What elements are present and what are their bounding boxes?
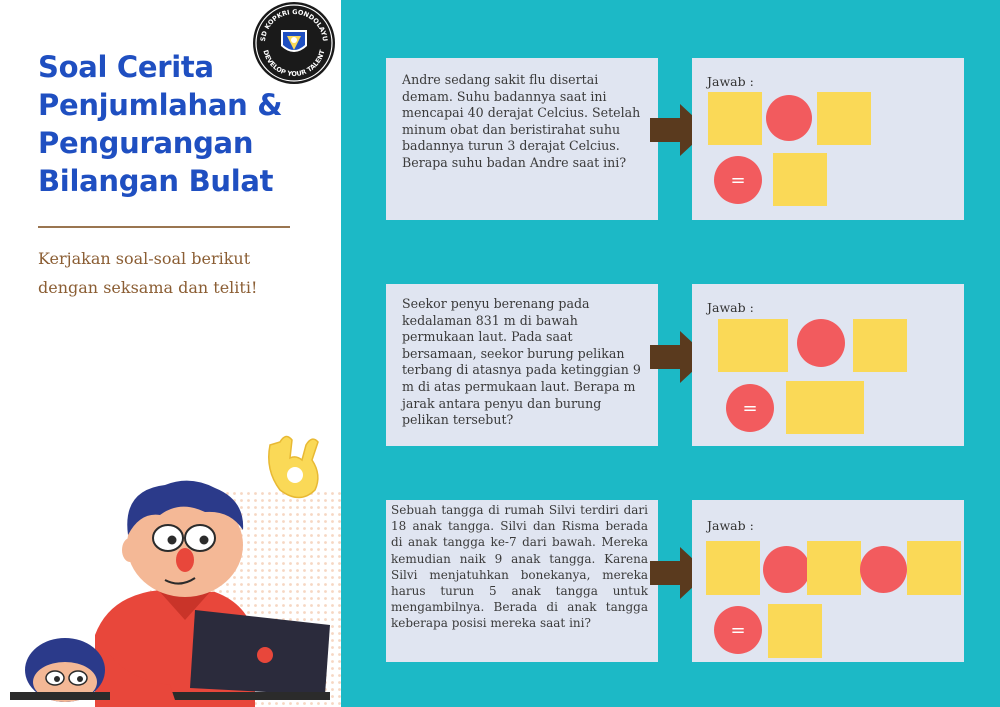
title-line-1: Soal Cerita: [38, 50, 214, 84]
answer-label: Jawab :: [707, 518, 754, 533]
answer-box[interactable]: [718, 319, 788, 372]
answer-label: Jawab :: [707, 300, 754, 315]
answer-label: Jawab :: [707, 74, 754, 89]
question-card-1: [386, 58, 658, 220]
question-text: Sebuah tangga di rumah Silvi terdiri dari 18 anak tangga. Silvi dan Risma berada di anak tangga ke-7 dari bawah. Mereka kemudian naik 9 anak tangga. Karena Silvi menjatuhkan bonekanya, mereka harus turun 5 anak tangga untuk mengambilnya. Berada di anak tangga keberapa posisi mereka saat ini?: [391, 503, 648, 631]
instruction-line-2: dengan seksama dan teliti!: [38, 278, 258, 297]
answer-box[interactable]: [706, 541, 760, 595]
left-panel: [0, 0, 341, 707]
school-logo-icon: [251, 0, 337, 86]
equals-circle: [714, 156, 762, 204]
equals-sign: =: [730, 619, 746, 641]
answer-box[interactable]: [807, 541, 861, 595]
answer-box[interactable]: [817, 92, 871, 145]
answer-box[interactable]: [853, 319, 907, 372]
ok-hand-icon: [269, 436, 318, 497]
equals-sign: =: [730, 169, 746, 191]
svg-text:SD KOPKRI GONDOLAYU: SD KOPKRI GONDOLAYU: [258, 7, 330, 42]
answer-box[interactable]: [907, 541, 961, 595]
title-line-4: Bilangan Bulat: [38, 164, 274, 198]
boy-laptop-illustration: [0, 420, 341, 707]
svg-text:DEVELOP YOUR TALENT: DEVELOP YOUR TALENT: [261, 49, 327, 79]
title-line-3: Pengurangan: [38, 126, 254, 160]
operator-circle[interactable]: [797, 319, 845, 367]
equals-circle: [714, 606, 762, 654]
question-text: Seekor penyu berenang pada kedalaman 831 m di bawah permukaan laut. Pada saat bersamaan, seekor burung pelikan terbang di atasnya pada ketinggian 9 m di atas permukaan laut. Berapa m jarak antara penyu dan burung pelikan tersebut?: [402, 296, 641, 428]
operator-circle[interactable]: [766, 95, 812, 141]
question-card-3: [386, 500, 658, 662]
operator-circle[interactable]: [763, 546, 810, 593]
result-box[interactable]: [786, 381, 864, 434]
title-line-2: Penjumlahan &: [38, 88, 283, 122]
question-text: Andre sedang sakit flu disertai demam. Suhu badannya saat ini mencapai 40 derajat Celcius. Setelah minum obat dan beristirahat suhu badannya turun 3 derajat Celcius. Berapa suhu badan Andre saat ini?: [402, 72, 641, 170]
answer-box[interactable]: [708, 92, 762, 145]
result-box[interactable]: [768, 604, 822, 658]
result-box[interactable]: [773, 153, 827, 206]
operator-circle[interactable]: [860, 546, 907, 593]
divider: [38, 226, 290, 228]
instruction-line-1: Kerjakan soal-soal berikut: [38, 249, 251, 268]
equals-sign: =: [742, 397, 758, 419]
equals-circle: [726, 384, 774, 432]
question-card-2: [386, 284, 658, 446]
instruction-text: [38, 244, 308, 302]
